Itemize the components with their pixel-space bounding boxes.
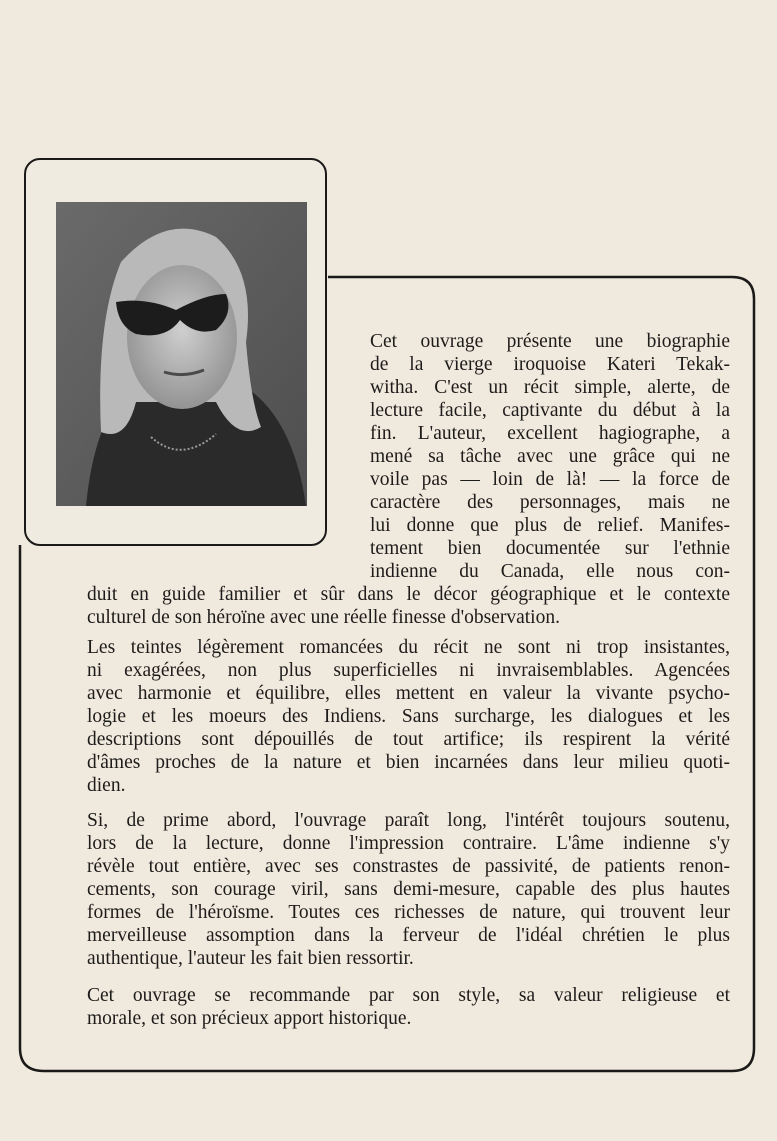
text-line: d'âmes proches de la nature et bien incarnées dans leur milieu quoti- xyxy=(87,752,730,773)
text-line: lui donne que plus de relief. Manifes- xyxy=(370,515,730,536)
text-line: witha. C'est un récit simple, alerte, de xyxy=(370,377,730,398)
text-line: indienne du Canada, elle nous con- xyxy=(370,561,730,582)
text-line: culturel de son héroïne avec une réelle finesse d'observation. xyxy=(87,607,560,628)
text-line: de la vierge iroquoise Kateri Tekak- xyxy=(370,354,730,375)
text-line: ni exagérées, non plus superficielles ni invraisemblables. Agencées xyxy=(87,660,730,681)
text-line: cements, son courage viril, sans demi-mesure, capable des plus hautes xyxy=(87,879,730,900)
text-line: morale, et son précieux apport historique. xyxy=(87,1008,412,1029)
text-line: révèle tout entière, avec ses constrastes de passivité, de patients renon- xyxy=(87,856,730,877)
text-line: merveilleuse assomption dans la ferveur de l'idéal chrétien le plus xyxy=(87,925,730,946)
text-line: formes de l'héroïsme. Toutes ces richesses de nature, qui trouvent leur xyxy=(87,902,730,923)
text-line: voile pas — loin de là! — la force de xyxy=(370,469,730,490)
text-line: logie et les moeurs des Indiens. Sans surcharge, les dialogues et les xyxy=(87,706,730,727)
text-line: fin. L'auteur, excellent hagiographe, a xyxy=(370,423,730,444)
text-line: Si, de prime abord, l'ouvrage paraît long, l'intérêt toujours soutenu, xyxy=(87,810,730,831)
text-line: avec harmonie et équilibre, elles mettent en valeur la vivante psycho- xyxy=(87,683,730,704)
text-line: caractère des personnages, mais ne xyxy=(370,492,730,513)
author-portrait-photo xyxy=(56,202,307,506)
text-line: lors de la lecture, donne l'impression contraire. L'âme indienne s'y xyxy=(87,833,730,854)
text-line: mené sa tâche avec une grâce qui ne xyxy=(370,446,730,467)
text-line: Cet ouvrage se recommande par son style, sa valeur religieuse et xyxy=(87,985,730,1006)
text-line: duit en guide familier et sûr dans le décor géographique et le contexte xyxy=(87,584,730,605)
text-line: authentique, l'auteur les fait bien ressortir. xyxy=(87,948,414,969)
text-line: tement bien documentée sur l'ethnie xyxy=(370,538,730,559)
text-line: lecture facile, captivante du début à la xyxy=(370,400,730,421)
text-line: Cet ouvrage présente une biographie xyxy=(370,331,730,352)
text-line: descriptions sont dépouillés de tout artifice; ils respirent la vérité xyxy=(87,729,730,750)
text-line: dien. xyxy=(87,775,126,796)
text-line: Les teintes légèrement romancées du récit ne sont ni trop insistantes, xyxy=(87,637,730,658)
